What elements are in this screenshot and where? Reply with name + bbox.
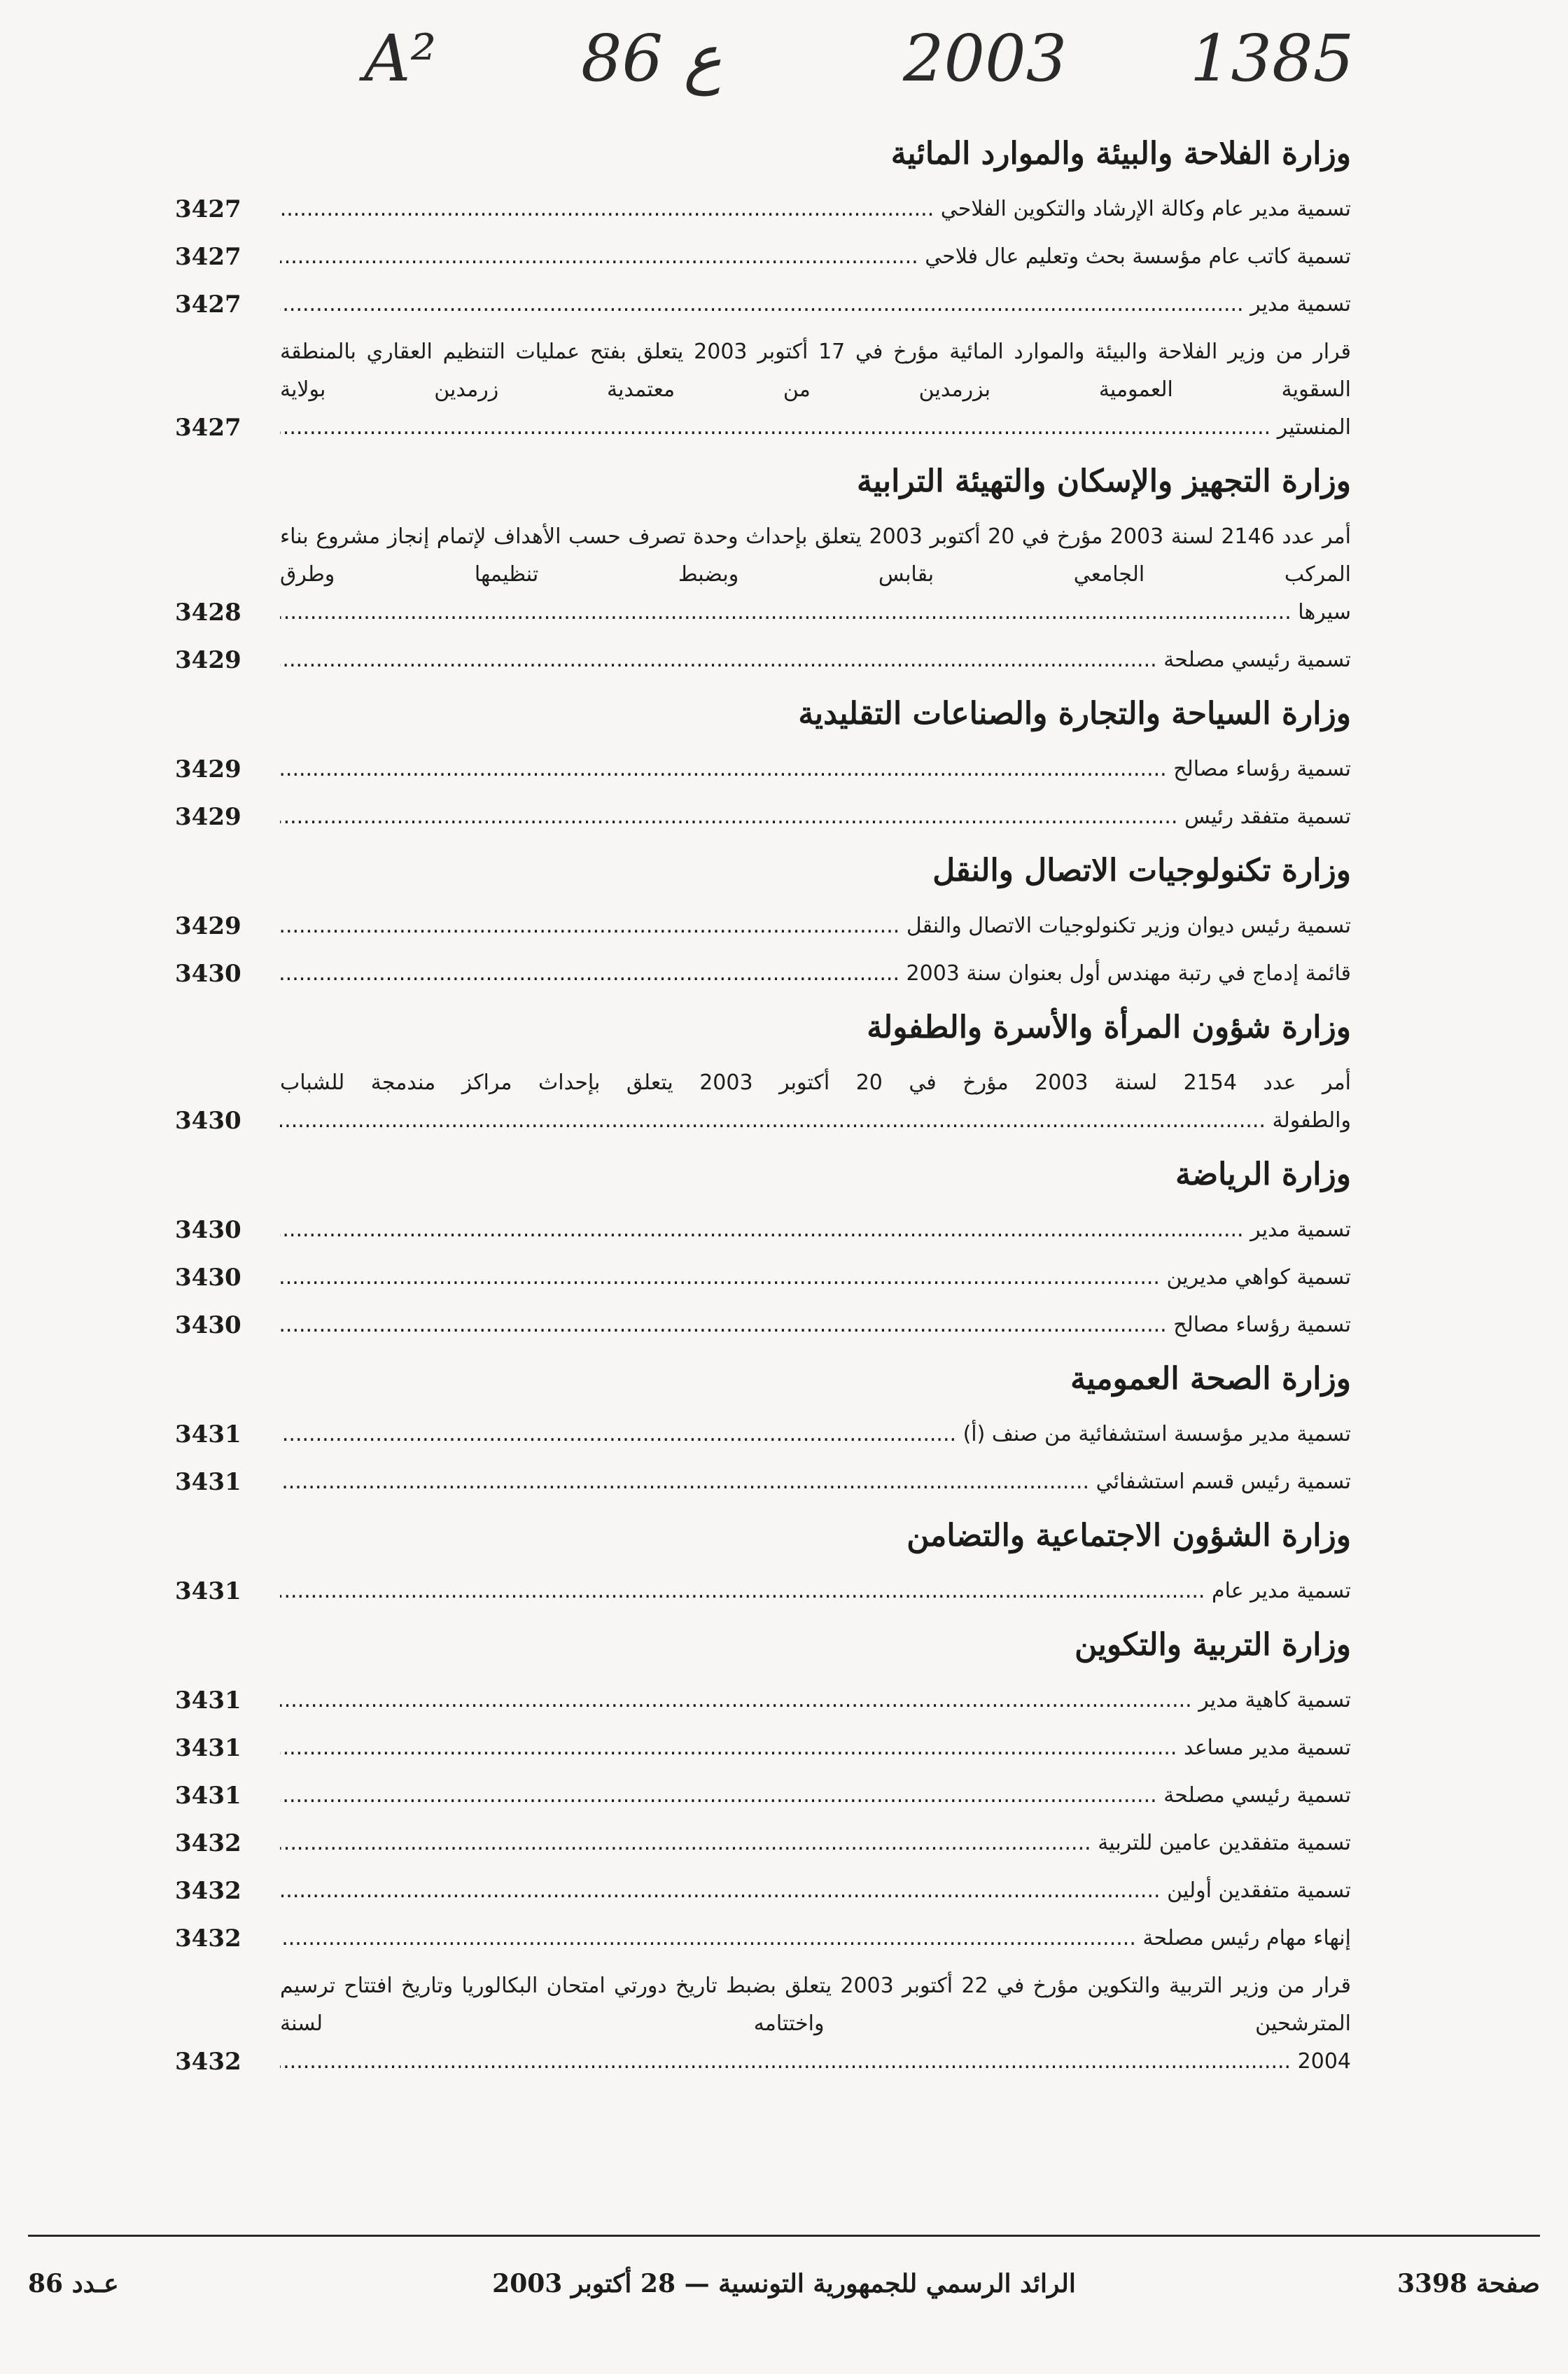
ministry-section — [175, 1624, 1351, 2081]
toc-entry-text: تسمية مدير مؤسسة استشفائية من صنف (أ) ..... — [280, 1416, 1351, 1453]
toc-entry-page: 3429 — [175, 755, 241, 783]
toc-entry — [175, 1259, 1351, 1297]
toc-entry — [175, 798, 1351, 836]
toc-entry — [175, 1967, 1351, 2081]
toc-entry — [175, 641, 1351, 679]
toc-entry-page: 3427 — [175, 414, 241, 442]
ministry-section — [175, 1515, 1351, 1610]
toc-entry — [175, 333, 1351, 447]
toc-entry-text: قرار من وزير الفلاحة والبيئة والموارد المائية مؤرخ في 17 أكتوبر 2003 يتعلق بفتح عمليات التنظيم العقاري بالمنطقة السقوية العمومية بزرمدين من معتمدية زرمدين بولاية المنستير ..... — [280, 333, 1351, 447]
handwritten-ref: 1385 — [1190, 21, 1354, 96]
ministry-title: وزارة تكنولوجيات الاتصال والنقل — [932, 853, 1351, 888]
toc-entry-page: 3427 — [175, 243, 241, 271]
toc-entry-page: 3431 — [175, 1577, 241, 1605]
handwritten-mark: A² — [364, 21, 437, 96]
toc-entry-text: تسمية مدير ..... — [280, 286, 1351, 323]
toc-entry-text: تسمية كاهية مدير ..... — [280, 1682, 1351, 1719]
toc-entry-page: 3432 — [175, 1829, 241, 1857]
toc-entry — [175, 1064, 1351, 1140]
toc-entry-page: 3429 — [175, 803, 241, 831]
toc-entry — [175, 1777, 1351, 1815]
toc-entry — [175, 1682, 1351, 1719]
toc-entry-text: تسمية متفقد رئيس ..... — [280, 798, 1351, 836]
toc-entry-page: 3430 — [175, 1216, 241, 1244]
toc-entry-page: 3432 — [175, 1925, 241, 1953]
ministry-title: وزارة الشؤون الاجتماعية والتضامن — [906, 1518, 1351, 1553]
toc-entry-page: 3430 — [175, 960, 241, 988]
footer-page-number: صفحة 3398 — [1396, 2269, 1540, 2298]
toc-entry-text: تسمية رئيسي مصلحة ..... — [280, 641, 1351, 679]
toc-entry-text: تسمية مدير ..... — [280, 1211, 1351, 1249]
toc-entry — [175, 238, 1351, 276]
toc-entry-text: تسمية رؤساء مصالح ..... — [280, 1306, 1351, 1344]
toc-entry-text: تسمية متفقدين أولين ..... — [280, 1872, 1351, 1910]
toc-entry — [175, 907, 1351, 945]
toc-entry-page: 3430 — [175, 1311, 241, 1339]
toc-entry-page: 3431 — [175, 1687, 241, 1715]
handwritten-year: 2003 — [903, 21, 1068, 96]
toc-entry-page: 3431 — [175, 1468, 241, 1496]
toc-entry-text: إنهاء مهام رئيس مصلحة ..... — [280, 1920, 1351, 1957]
ministry-section — [175, 1154, 1351, 1344]
toc-entry-text: قائمة إدماج في رتبة مهندس أول بعنوان سنة 2003 ..... — [280, 955, 1351, 993]
toc-entry-text: تسمية رئيسي مصلحة ..... — [280, 1777, 1351, 1815]
toc-entry-page: 3432 — [175, 2048, 241, 2076]
toc-entry — [175, 1211, 1351, 1249]
ministry-title: وزارة الفلاحة والبيئة والموارد المائية — [890, 136, 1351, 172]
toc-entry — [175, 1463, 1351, 1501]
ministry-title: وزارة السياحة والتجارة والصناعات التقليدية — [798, 696, 1351, 732]
toc-entry-text: أمر عدد 2146 لسنة 2003 مؤرخ في 20 أكتوبر 2003 يتعلق بإحداث وحدة تصرف حسب الأهداف لإتمام إنجاز مشروع بناء المركب الجامعي بقابس وبضبط تنظيمها وطرق سيرها ..... — [280, 518, 1351, 631]
footer-divider — [28, 2235, 1540, 2237]
toc-entry-text: تسمية مدير مساعد ..... — [280, 1729, 1351, 1767]
toc-entry — [175, 518, 1351, 631]
toc-entry — [175, 1416, 1351, 1453]
toc-entry — [175, 1920, 1351, 1957]
ministry-section — [175, 693, 1351, 836]
toc-entry — [175, 1872, 1351, 1910]
toc-entry-page: 3431 — [175, 1420, 241, 1448]
toc-entry-page: 3431 — [175, 1782, 241, 1810]
footer-publication-title: الرائد الرسمي للجمهورية التونسية — 28 أكتوبر 2003 — [492, 2269, 1076, 2298]
ministry-section — [175, 133, 1351, 447]
toc-entry-page: 3429 — [175, 912, 241, 940]
toc-entry-page: 3431 — [175, 1734, 241, 1762]
ministry-title: وزارة التربية والتكوين — [1074, 1627, 1351, 1663]
handwritten-issue: 86 ع — [581, 21, 722, 96]
ministry-title: وزارة الصحة العمومية — [1070, 1361, 1351, 1397]
toc-entry-page: 3429 — [175, 646, 241, 674]
ministry-title: وزارة الرياضة — [1175, 1157, 1351, 1192]
ministry-title: وزارة شؤون المرأة والأسرة والطفولة — [867, 1010, 1351, 1045]
toc-entry-page: 3427 — [175, 195, 241, 223]
toc-entry — [175, 190, 1351, 228]
toc-entry-text: تسمية رؤساء مصالح ..... — [280, 750, 1351, 788]
toc-entry-text: تسمية رئيس ديوان وزير تكنولوجيات الاتصال والنقل ..... — [280, 907, 1351, 945]
toc-entry — [175, 1729, 1351, 1767]
toc-entry-page: 3427 — [175, 291, 241, 319]
toc-entry-page: 3432 — [175, 1877, 241, 1905]
toc-entry-text: قرار من وزير التربية والتكوين مؤرخ في 22 أكتوبر 2003 يتعلق بضبط تاريخ دورتي امتحان البكالوريا وتاريخ افتتاح ترسيم المترشحين واختتامه لسنة 2004 ..... — [280, 1967, 1351, 2081]
toc-entry-text: تسمية كاتب عام مؤسسة بحث وتعليم عال فلاحي ..... — [280, 238, 1351, 276]
toc-entry — [175, 1572, 1351, 1610]
toc-entry-page: 3430 — [175, 1264, 241, 1292]
toc-entry-text: أمر عدد 2154 لسنة 2003 مؤرخ في 20 أكتوبر 2003 يتعلق بإحداث مراكز مندمجة للشباب والطفولة ..... — [280, 1064, 1351, 1140]
ministry-section — [175, 1358, 1351, 1501]
toc-entry-text: تسمية رئيس قسم استشفائي ..... — [280, 1463, 1351, 1501]
toc-entry — [175, 286, 1351, 323]
ministry-title: وزارة التجهيز والإسكان والتهيئة الترابية — [857, 463, 1351, 499]
handwritten-annotations — [0, 21, 1568, 119]
toc-entry-text: تسمية مدير عام ..... — [280, 1572, 1351, 1610]
toc-entry-page: 3430 — [175, 1107, 241, 1135]
toc-entry — [175, 1306, 1351, 1344]
ministry-section — [175, 1007, 1351, 1140]
ministry-section — [175, 461, 1351, 679]
table-of-contents — [175, 133, 1351, 2095]
toc-entry — [175, 955, 1351, 993]
toc-entry — [175, 1824, 1351, 1862]
page-footer — [28, 2263, 1540, 2319]
ministry-section — [175, 850, 1351, 993]
toc-entry — [175, 750, 1351, 788]
toc-entry-text: تسمية كواهي مديرين ..... — [280, 1259, 1351, 1297]
toc-entry-text: تسمية مدير عام وكالة الإرشاد والتكوين الفلاحي ..... — [280, 190, 1351, 228]
toc-entry-text: تسمية متفقدين عامين للتربية ..... — [280, 1824, 1351, 1862]
toc-entry-page: 3428 — [175, 599, 241, 627]
footer-issue-number: عـدد 86 — [28, 2269, 119, 2298]
